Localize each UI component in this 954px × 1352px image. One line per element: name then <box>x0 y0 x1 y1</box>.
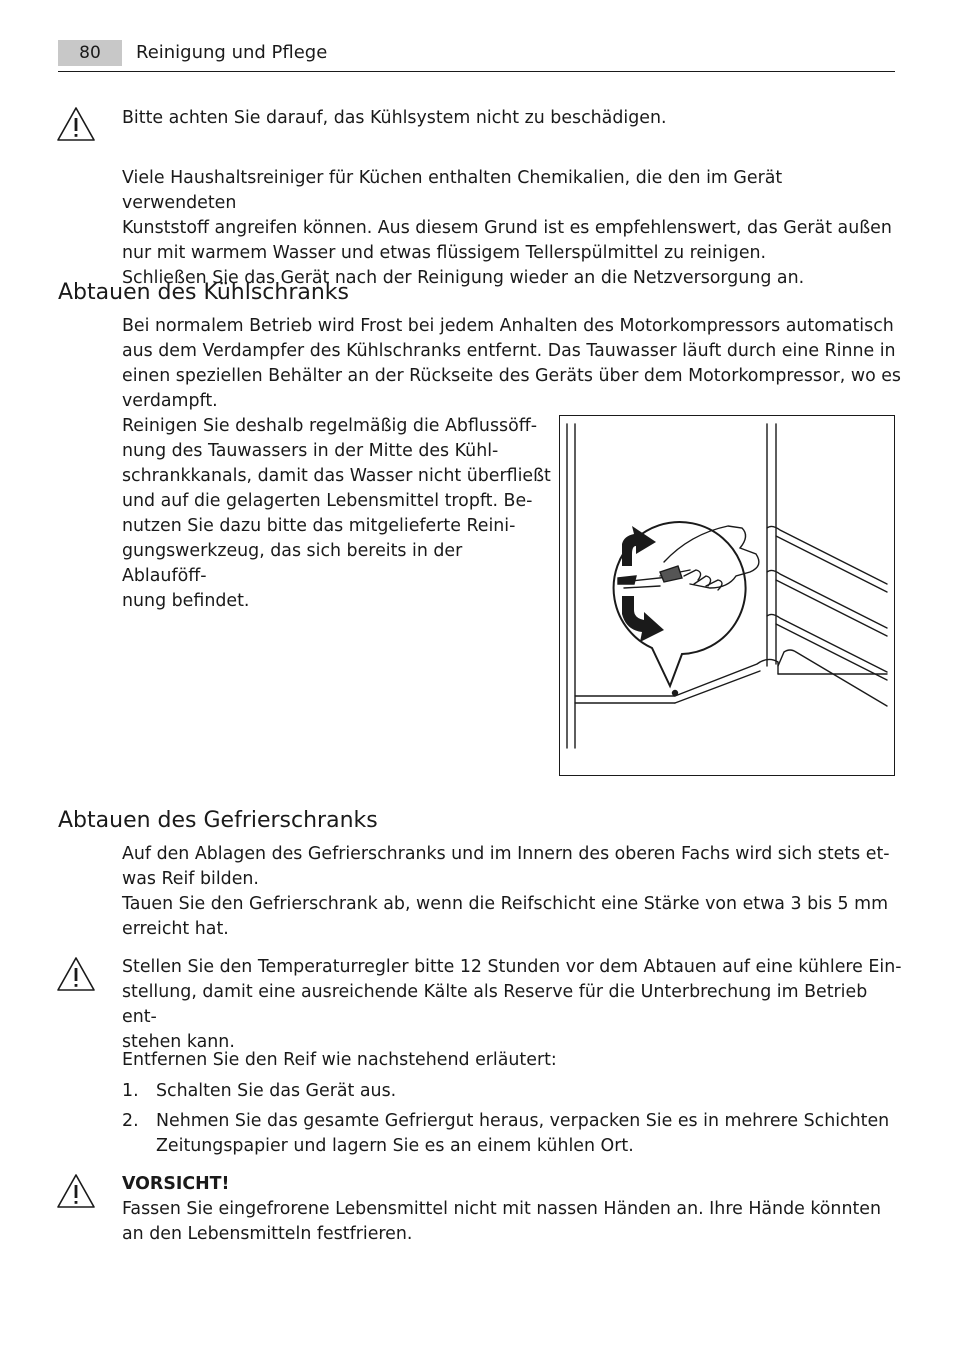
list-item: Schalten Sie das Gerät aus. <box>156 1081 397 1101</box>
text-line: Tauen Sie den Gefrierschrank ab, wenn die Reifschicht eine Stärke von etwa 3 bis 5 mm <box>122 894 889 914</box>
steps-intro: Entfernen Sie den Reif wie nachstehend erläutert: <box>122 1050 557 1070</box>
section-heading: Abtauen des Kühlschranks <box>58 280 349 305</box>
text-line: Stellen Sie den Temperaturregler bitte 12 Stunden vor dem Abtauen auf eine kühlere Ein- <box>122 957 902 977</box>
text-line: und auf die gelagerten Lebensmittel tropft. Be- <box>122 491 533 511</box>
text-line: nur mit warmem Wasser und etwas flüssigem Tellerspülmittel zu reinigen. <box>122 243 767 263</box>
text-line: stehen kann. <box>122 1032 235 1052</box>
defrost-drain-illustration <box>559 415 895 776</box>
page-number: 80 <box>58 40 122 66</box>
list-number: 2. <box>122 1111 139 1131</box>
text-line: verdampft. <box>122 391 218 411</box>
section-title: Reinigung und Pflege <box>136 42 328 63</box>
header-divider <box>58 71 895 72</box>
text-line: stellung, damit eine ausreichende Kälte als Reserve für die Unterbrechung im Betrieb ent- <box>122 982 868 1027</box>
fridge-side-paragraph <box>122 414 552 614</box>
text-line: gungswerkzeug, das sich bereits in der Ablauföff- <box>122 541 463 586</box>
text-line: an den Lebensmitteln festfrieren. <box>122 1224 413 1244</box>
text-line: Zeitungspapier und lagern Sie es an einem kühlen Ort. <box>156 1136 634 1156</box>
text-line: erreicht hat. <box>122 919 229 939</box>
list-item <box>156 1109 896 1159</box>
text-line: aus dem Verdampfer des Kühlschranks entfernt. Das Tauwasser läuft durch eine Rinne in <box>122 341 896 361</box>
caution-title: VORSICHT! <box>122 1174 230 1194</box>
text-line: schrankkanals, damit das Wasser nicht überfließt <box>122 466 551 486</box>
list-number: 1. <box>122 1081 139 1101</box>
text-line: Schließen Sie das Gerät nach der Reinigung wieder an die Netzversorgung an. <box>122 268 805 288</box>
text-line: Auf den Ablagen des Gefrierschranks und im Innern des oberen Fachs wird sich stets et- <box>122 844 890 864</box>
text-line: Nehmen Sie das gesamte Gefriergut heraus, verpacken Sie es in mehrere Schichten <box>156 1111 890 1131</box>
cleaning-paragraph <box>122 166 902 291</box>
caution-block <box>122 1172 902 1247</box>
fridge-intro-paragraph <box>122 314 902 414</box>
text-line: Reinigen Sie deshalb regelmäßig die Abflussöff- <box>122 416 537 436</box>
warning-triangle-icon <box>56 106 96 142</box>
warning-triangle-icon <box>56 956 96 992</box>
text-line: Kunststoff angreifen können. Aus diesem Grund ist es empfehlenswert, das Gerät außen <box>122 218 892 238</box>
freezer-paragraph <box>122 842 902 942</box>
section-heading: Abtauen des Gefrierschranks <box>58 808 378 833</box>
warning-paragraph <box>122 955 902 1055</box>
fridge-drain-drawing <box>560 416 894 775</box>
text-line: nung des Tauwassers in der Mitte des Kühl- <box>122 441 499 461</box>
text-line: Viele Haushaltsreiniger für Küchen enthalten Chemikalien, die den im Gerät verwendeten <box>122 168 783 213</box>
text-line: nutzen Sie dazu bitte das mitgelieferte Reini- <box>122 516 516 536</box>
warning-text: Bitte achten Sie darauf, das Kühlsystem nicht zu beschädigen. <box>122 108 667 128</box>
text-line: einen speziellen Behälter an der Rückseite des Geräts über dem Motorkompressor, wo es <box>122 366 901 386</box>
text-line: Bei normalem Betrieb wird Frost bei jedem Anhalten des Motorkompressors automatisch <box>122 316 894 336</box>
text-line: Fassen Sie eingefrorene Lebensmittel nicht mit nassen Händen an. Ihre Hände könnten <box>122 1199 882 1219</box>
text-line: was Reif bilden. <box>122 869 259 889</box>
text-line: nung befindet. <box>122 591 250 611</box>
warning-triangle-icon <box>56 1173 96 1209</box>
